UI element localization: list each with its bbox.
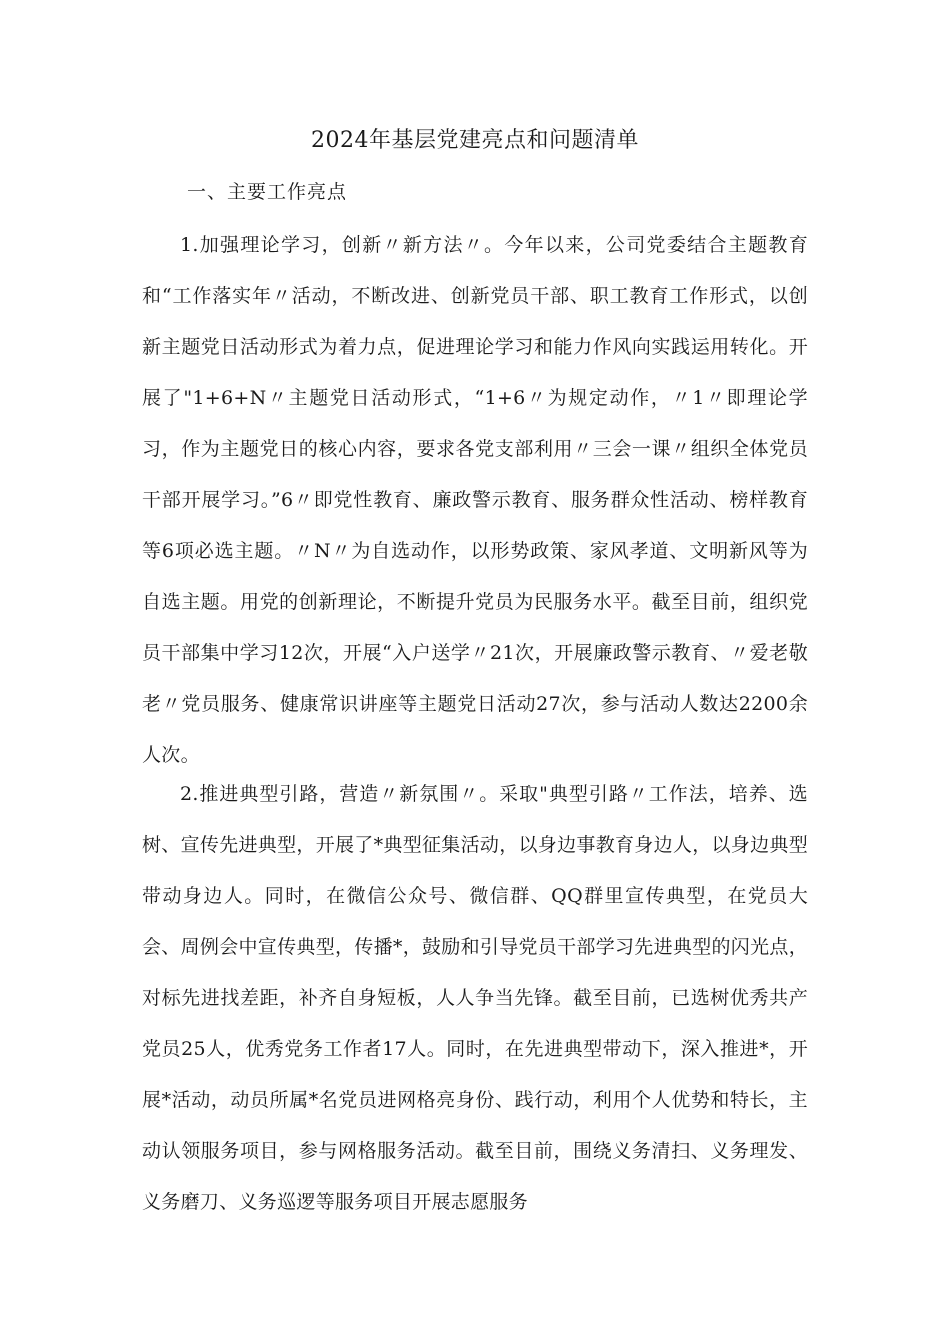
paragraph-2: 2.推进典型引路，营造〃新氛围〃。采取"典型引路〃工作法，培养、选树、宣传先进典型，开展了*典型征集活动，以身边事教育身边人，以身边典型带动身边人。同时，在微信公众号、微信群、QQ群里宣传典型，在党员大会、周例会中宣传典型，传播*，鼓励和引导党员干部学习先进典型的闪光点，对标先进找差距，补齐自身短板，人人争当先锋。截至目前，已选树优秀共产党员25人，优秀党务工作者17人。同时，在先进典型带动下，深入推进*，开展*活动，动员所属*名党员进网格亮身份、践行动，利用个人优势和特长，主动认领服务项目，参与网格服务活动。截至目前，围绕义务清扫、义务理发、义务磨刀、义务巡逻等服务项目开展志愿服务	[142, 783, 809, 1213]
document-title: 2024年基层党建亮点和问题清单	[311, 128, 639, 153]
section-heading: 一、主要工作亮点	[187, 181, 348, 203]
paragraph-1: 1.加强理论学习，创新〃新方法〃。今年以来，公司党委结合主题教育和“工作落实年〃活动，不断改进、创新党员干部、职工教育工作形式，以创新主题党日活动形式为着力点，促进理论学习和能力作风向实践运用转化。开展了"1+6+N〃主题党日活动形式，“1+6〃为规定动作，〃1〃即理论学习，作为主题党日的核心内容，要求各党支部利用〃三会一课〃组织全体党员干部开展学习。”6〃即党性教育、廉政警示教育、服务群众性活动、榜样教育等6项必选主题。〃N〃为自选动作，以形势政策、家风孝道、文明新风等为自选主题。用党的创新理论，不断提升党员为民服务水平。截至目前，组织党员干部集中学习12次，开展“入户送学〃21次，开展廉政警示教育、〃爱老敬老〃党员服务、健康常识讲座等主题党日活动27次，参与活动人数达2200余人次。	[142, 234, 808, 766]
